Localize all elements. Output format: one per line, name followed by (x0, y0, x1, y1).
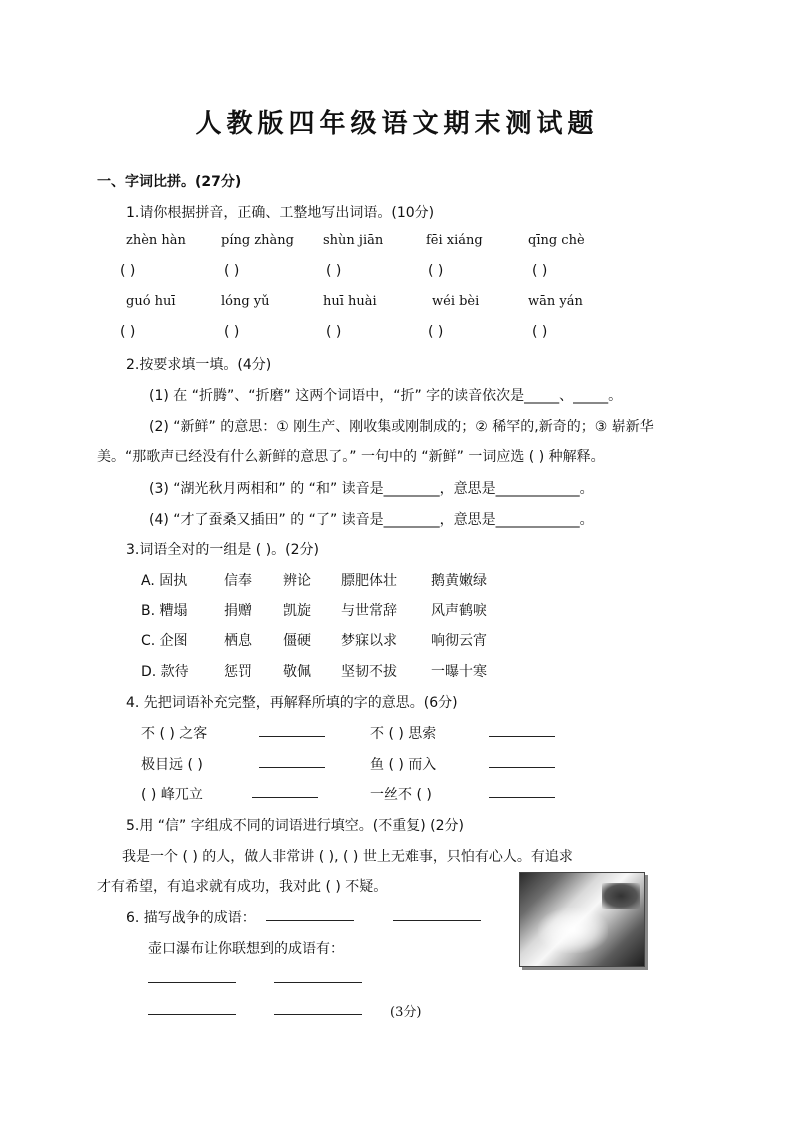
option-c: C. 企图 (141, 633, 188, 649)
option-word: 与世常辞 (341, 603, 397, 619)
answer-box[interactable]: ( ) (120, 324, 136, 340)
option-word: 坚韧不拔 (341, 664, 397, 680)
answer-line[interactable] (148, 1000, 236, 1015)
answer-line[interactable] (274, 968, 362, 983)
option-word: 一曝十寒 (431, 664, 487, 680)
q5-line-2: 才有希望，有追求就有成功，我对此 ( ) 不疑。 (97, 879, 388, 895)
option-word: 鹅黄嫩绿 (431, 573, 487, 589)
q2-item-4: (4) “才了蚕桑又插田” 的 “了” 读音是________，意思是____________。 (149, 512, 594, 528)
answer-box[interactable]: ( ) (428, 324, 444, 340)
waterfall-mist (538, 908, 608, 953)
answer-box[interactable]: ( ) (532, 263, 548, 279)
pinyin: lóng yǔ (221, 294, 270, 309)
option-word: 凯旋 (283, 603, 311, 619)
option-word: 敬佩 (283, 664, 311, 680)
q1-prompt: 1.请你根据拼音，正确、工整地写出词语。(10分) (126, 205, 435, 221)
answer-line[interactable] (489, 783, 555, 798)
idiom-blank: ( ) 峰兀立 (141, 787, 203, 803)
option-word: 僵硬 (283, 633, 311, 649)
option-b: B. 糟塌 (141, 603, 188, 619)
answer-box[interactable]: ( ) (326, 263, 342, 279)
q4-prompt: 4. 先把词语补充完整，再解释所填的字的意思。(6分) (126, 695, 458, 711)
pinyin: wéi bèi (432, 294, 480, 309)
option-word: 响彻云宵 (431, 633, 487, 649)
q3-prompt: 3.词语全对的一组是 ( )。(2分) (126, 542, 320, 558)
answer-line[interactable] (266, 906, 354, 921)
option-d: D. 款待 (141, 664, 189, 680)
answer-line[interactable] (252, 783, 318, 798)
answer-box[interactable]: ( ) (224, 263, 240, 279)
pinyin: qīng chè (528, 233, 585, 248)
pinyin: fēi xiáng (426, 233, 483, 248)
answer-box[interactable]: ( ) (428, 263, 444, 279)
waterfall-photo (519, 872, 645, 967)
pinyin: zhèn hàn (126, 233, 186, 248)
answer-line[interactable] (489, 753, 555, 768)
pinyin: shùn jiān (323, 233, 384, 248)
idiom-blank: 鱼 ( ) 而入 (370, 757, 437, 773)
answer-line[interactable] (259, 753, 325, 768)
idiom-blank: 极目远 ( ) (141, 757, 203, 773)
pinyin: píng zhàng (221, 233, 294, 248)
answer-line[interactable] (393, 906, 481, 921)
pinyin: huī huài (323, 294, 377, 309)
answer-line[interactable] (259, 722, 325, 737)
pinyin: guó huī (126, 294, 176, 309)
q5-line-1: 我是一个 ( ) 的人，做人非常讲 ( ), ( ) 世上无难事，只怕有心人。有追求 (122, 849, 573, 865)
q2-prompt: 2.按要求填一填。(4分) (126, 357, 272, 373)
option-word: 梦寐以求 (341, 633, 397, 649)
option-word: 惩罚 (224, 664, 252, 680)
pinyin: wān yán (528, 294, 583, 309)
answer-line[interactable] (274, 1000, 362, 1015)
answer-box[interactable]: ( ) (326, 324, 342, 340)
q2-item-2-cont: 美。“那歌声已经没有什么新鲜的意思了。” 一句中的 “新鲜” 一词应选 ( ) 种解释。 (97, 449, 605, 465)
q6-points: (3分) (390, 1005, 422, 1020)
idiom-blank: 一丝不 ( ) (370, 787, 432, 803)
q2-item-3: (3) “湖光秋月两相和” 的 “和” 读音是________，意思是____________。 (149, 481, 594, 497)
answer-box[interactable]: ( ) (532, 324, 548, 340)
option-word: 风声鹤唳 (431, 603, 487, 619)
idiom-blank: 不 ( ) 思索 (370, 726, 437, 742)
waterfall-rock (602, 883, 640, 909)
idiom-blank: 不 ( ) 之客 (141, 726, 208, 742)
q6-prompt: 6. 描写战争的成语： (126, 910, 256, 926)
page-title: 人教版四年级语文期末测试题 (195, 109, 599, 139)
option-word: 栖息 (224, 633, 252, 649)
q5-prompt: 5.用 “信” 字组成不同的词语进行填空。(不重复) (2分) (126, 818, 464, 834)
answer-line[interactable] (148, 968, 236, 983)
answer-line[interactable] (489, 722, 555, 737)
option-word: 膘肥体壮 (341, 573, 397, 589)
q2-item-1: (1) 在 “折腾”、“折磨” 这两个词语中，“折” 字的读音依次是_____、_____。 (149, 388, 623, 404)
section-heading: 一、字词比拼。(27分) (97, 174, 242, 190)
q6-line-2: 壶口瀑布让你联想到的成语有： (148, 941, 344, 957)
option-a: A. 固执 (141, 573, 188, 589)
q2-item-2: (2) “新鲜” 的意思：① 刚生产、刚收集或刚制成的；② 稀罕的,新奇的；③ 崭新华 (149, 419, 654, 435)
option-word: 捐赠 (224, 603, 252, 619)
answer-box[interactable]: ( ) (224, 324, 240, 340)
option-word: 信奉 (224, 573, 252, 589)
answer-box[interactable]: ( ) (120, 263, 136, 279)
option-word: 辨论 (283, 573, 311, 589)
